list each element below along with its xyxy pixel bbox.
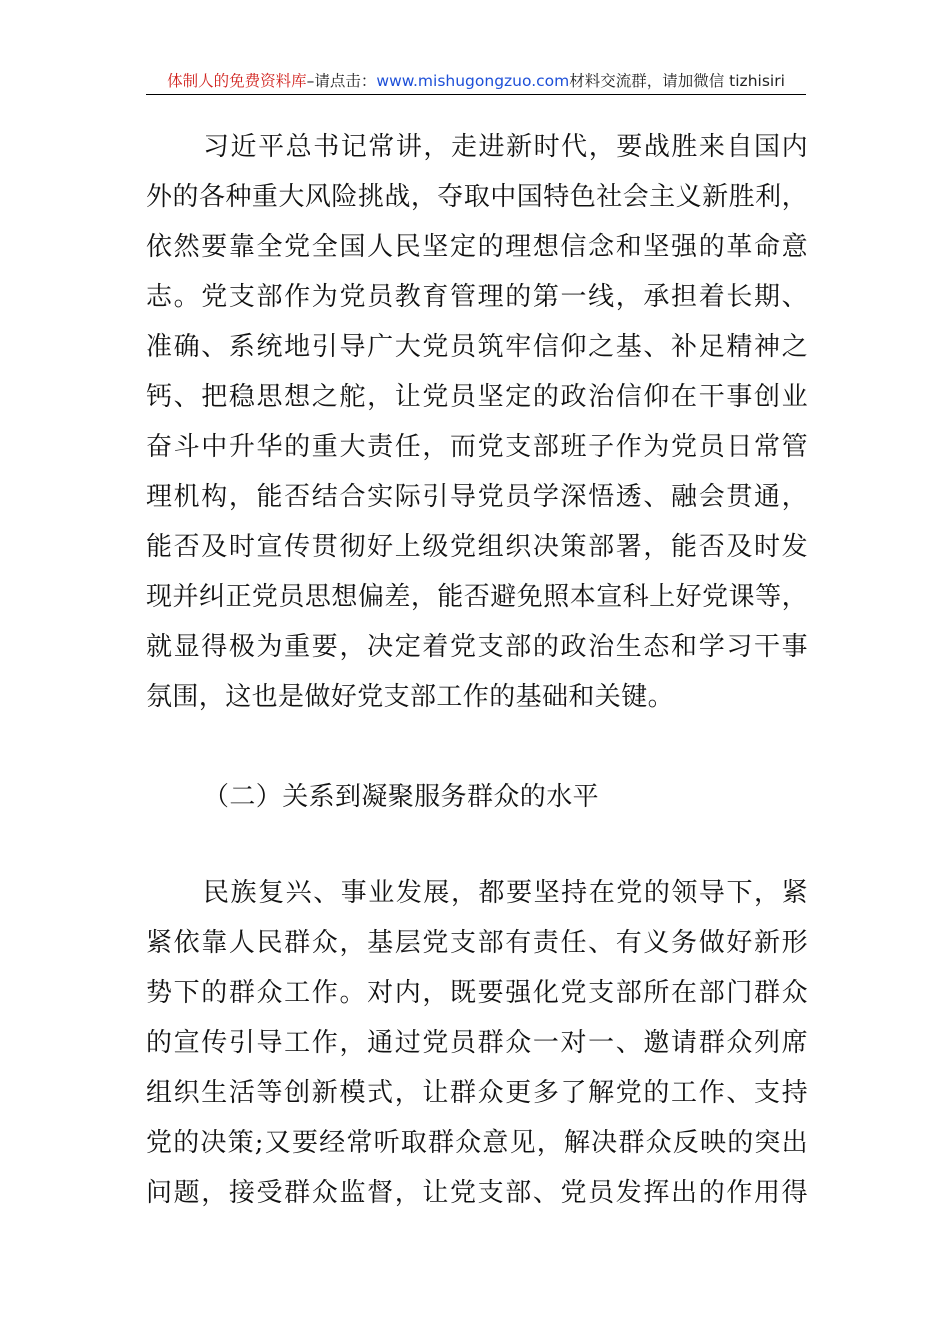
paragraph-line: 紧依靠人民群众，基层党支部有责任、有义务做好新形 <box>146 928 808 958</box>
paragraph-line: 问题，接受群众监督，让党支部、党员发挥出的作用得 <box>146 1178 808 1208</box>
paragraph-line: 能否及时宣传贯彻好上级党组织决策部署，能否及时发 <box>146 532 808 562</box>
paragraph-line: 党的决策;又要经常听取群众意见，解决群众反映的突出 <box>146 1128 808 1158</box>
header-prefix: –请点击： <box>306 72 377 90</box>
paragraph-line: 外的各种重大风险挑战，夺取中国特色社会主义新胜利， <box>146 182 808 212</box>
paragraph-line: 组织生活等创新模式，让群众更多了解党的工作、支持 <box>146 1078 808 1108</box>
paragraph-line: 氛围，这也是做好党支部工作的基础和关键。 <box>146 682 675 712</box>
paragraph-line: 现并纠正党员思想偏差，能否避免照本宣科上好党课等， <box>146 582 808 612</box>
paragraph-line: 准确、系统地引导广大党员筑牢信仰之基、补足精神之 <box>146 332 808 362</box>
section-heading: （二）关系到凝聚服务群众的水平 <box>203 782 600 812</box>
paragraph-line: 势下的群众工作。对内，既要强化党支部所在部门群众 <box>146 978 808 1008</box>
paragraph-line: 钙、把稳思想之舵，让党员坚定的政治信仰在干事创业 <box>146 382 808 412</box>
header-url-link[interactable]: www.mishugongzuo.com <box>376 72 570 90</box>
paragraph-line: 民族复兴、事业发展，都要坚持在党的领导下，紧 <box>203 878 808 908</box>
paragraph-line: 理机构，能否结合实际引导党员学深悟透、融会贯通， <box>146 482 808 512</box>
paragraph-line: 就显得极为重要，决定着党支部的政治生态和学习干事 <box>146 632 808 662</box>
header-suffix: 材料交流群，请加微信 tizhisiri <box>569 72 785 90</box>
paragraph-2 <box>146 868 808 1218</box>
header-brand: 体制人的免费资料库 <box>167 72 307 90</box>
paragraph-line: 依然要靠全党全国人民坚定的理想信念和坚强的革命意 <box>146 232 808 262</box>
page-header <box>146 68 806 95</box>
paragraph-1 <box>146 122 808 722</box>
paragraph-line: 的宣传引导工作，通过党员群众一对一、邀请群众列席 <box>146 1028 808 1058</box>
paragraph-line: 习近平总书记常讲，走进新时代，要战胜来自国内 <box>203 132 808 162</box>
paragraph-line: 志。党支部作为党员教育管理的第一线，承担着长期、 <box>146 282 808 312</box>
paragraph-line: 奋斗中升华的重大责任，而党支部班子作为党员日常管 <box>146 432 808 462</box>
